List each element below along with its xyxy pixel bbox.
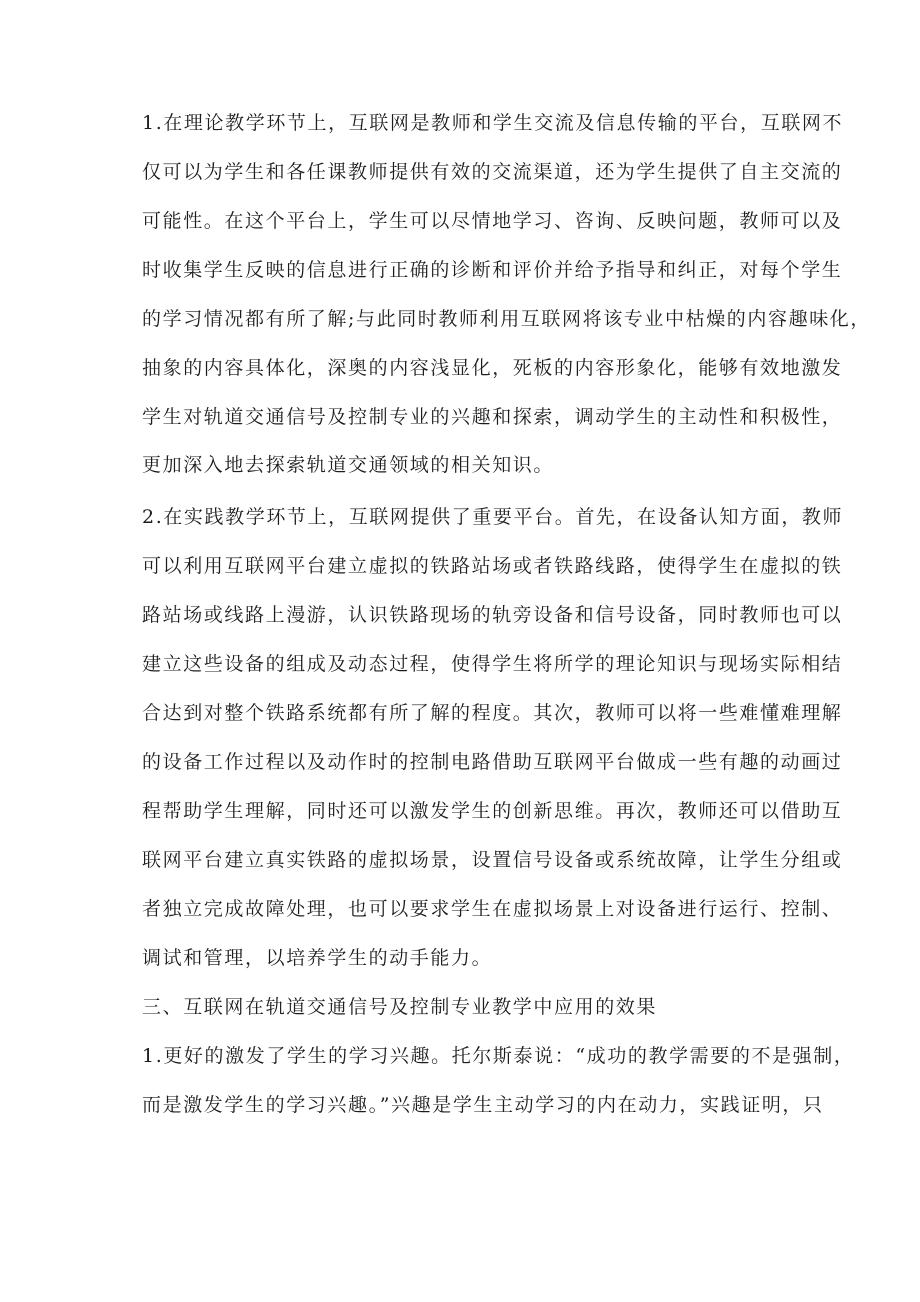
text-line: 更加深入地去探索轨道交通领域的相关知识。 (142, 454, 555, 476)
text-line: 1.在理论教学环节上，互联网是教师和学生交流及信息传输的平台，互联网不 (142, 112, 844, 134)
text-line: 程帮助学生理解，同时还可以激发学生的创新思维。再次，教师还可以借助互 (142, 800, 843, 822)
text-line: 可能性。在这个平台上，学生可以尽情地学习、咨询、反映问题，教师可以及 (142, 210, 843, 232)
text-line: 联网平台建立真实铁路的虚拟场景，设置信号设备或系统故障，让学生分组或 (142, 849, 843, 871)
text-line: 而是激发学生的学习兴趣。”兴趣是学生主动学习的内在动力，实践证明，只 (142, 1094, 824, 1116)
text-line: 调试和管理，以培养学生的动手能力。 (142, 947, 493, 969)
section-heading: 三、互联网在轨道交通信号及控制专业教学中应用的效果 (142, 996, 658, 1018)
text-line: 仅可以为学生和各任课教师提供有效的交流渠道，还为学生提供了自主交流的 (142, 161, 843, 183)
text-line: 抽象的内容具体化，深奥的内容浅显化，死板的内容形象化，能够有效地激发 (142, 357, 843, 379)
text-line: 学生对轨道交通信号及控制专业的兴趣和探索，调动学生的主动性和积极性， (142, 406, 843, 428)
text-line: 1.更好的激发了学生的学习兴趣。托尔斯泰说：“成功的教学需要的不是强制， (142, 1045, 855, 1067)
text-line: 的设备工作过程以及动作时的控制电路借助互联网平台做成一些有趣的动画过 (142, 751, 843, 773)
text-line: 的学习情况都有所了解;与此同时教师利用互联网将该专业中枯燥的内容趣味化， (142, 308, 872, 330)
text-line: 建立这些设备的组成及动态过程，使得学生将所学的理论知识与现场实际相结 (142, 653, 843, 675)
text-line: 时收集学生反映的信息进行正确的诊断和评价并给予指导和纠正，对每个学生 (142, 259, 843, 281)
text-line: 可以利用互联网平台建立虚拟的铁路站场或者铁路线路，使得学生在虚拟的铁 (142, 555, 843, 577)
text-line: 合达到对整个铁路系统都有所了解的程度。其次，教师可以将一些难懂难理解 (142, 702, 843, 724)
text-line: 者独立完成故障处理，也可以要求学生在虚拟场景上对设备进行运行、控制、 (142, 898, 843, 920)
text-line: 路站场或线路上漫游，认识铁路现场的轨旁设备和信号设备，同时教师也可以 (142, 604, 843, 626)
text-line: 2.在实践教学环节上，互联网提供了重要平台。首先，在设备认知方面，教师 (142, 506, 844, 528)
